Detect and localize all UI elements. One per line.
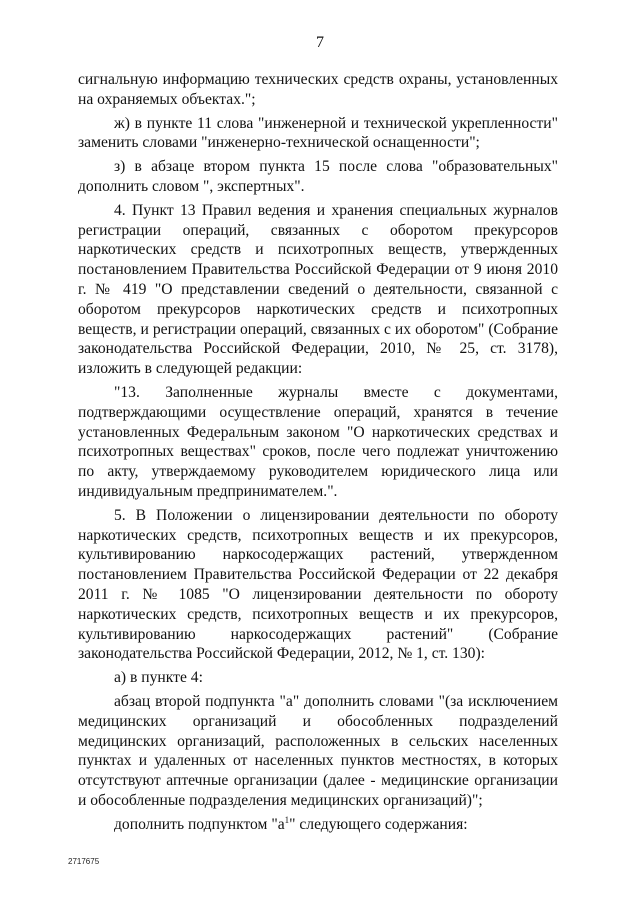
- paragraph-item-zh: ж) в пункте 11 слова "инженерной и технической укрепленности" заменить словами "инженерно-технической оснащенности";: [78, 114, 558, 152]
- paragraph-point-5: 5. В Положении о лицензировании деятельности по обороту наркотических средств, психотропных веществ и их прекурсоров, культивированию наркосодержащих растений, утвержденном постановлением Правительства Российской Федерации от 22 декабря 2011 г. № 1085 "О лицензировании деятельности по обороту наркотических средств, психотропных веществ и их прекурсоров, культивированию наркосодержащих растений" (Собрание законодательства Российской Федерации, 2012, № 1, ст. 130):: [78, 506, 558, 663]
- last-line-after: " следующего содержания:: [289, 815, 468, 833]
- last-line-before: дополнить подпунктом "а: [114, 815, 285, 833]
- paragraph-continuation: сигнальную информацию технических средств охраны, установленных на охраняемых объектах.";: [78, 71, 558, 108]
- paragraph-item-a: а) в пункте 4:: [114, 669, 203, 687]
- paragraph-last-line: [78, 815, 558, 835]
- paragraph-subitem-a: абзац второй подпункта "а" дополнить словами "(за исключением медицинских организаций и обособленных подразделений медицинских организаций, расположенных в сельских населенных пунктах и удаленных от населенных пунктов местностях, в которых отсутствуют аптечные организации (далее - медицинские организации и обособленные подразделения медицинских организаций)";: [78, 692, 558, 809]
- page-number: 7: [316, 34, 324, 51]
- document-body: [78, 70, 558, 838]
- paragraph-quote-13: "13. Заполненные журналы вместе с документами, подтверждающими осуществление операций, хранятся в течение установленных Федеральным законом "О наркотических средствах и психотропных веществах" сроков, после чего подлежат уничтожению по акту, утверждаемому руководителем юридического лица или индивидуальным предпринимателем.".: [78, 383, 558, 500]
- document-id: 2717675: [68, 857, 100, 866]
- paragraph-point-4: 4. Пункт 13 Правил ведения и хранения специальных журналов регистрации операций, связанных с оборотом прекурсоров наркотических средств и психотропных веществ, утвержденных постановлением Правительства Российской Федерации от 9 июня 2010 г. № 419 "О представлении сведений о деятельности, связанной с оборотом прекурсоров наркотических средств и психотропных веществ, и регистрации операций, связанных с их оборотом" (Собрание законодательства Российской Федерации, 2010, № 25, ст. 3178), изложить в следующей редакции:: [78, 201, 558, 378]
- superscript-one: 1: [284, 814, 290, 825]
- paragraph-item-z: з) в абзаце втором пункта 15 после слова "образовательных" дополнить словом ", экспертных".: [78, 158, 558, 195]
